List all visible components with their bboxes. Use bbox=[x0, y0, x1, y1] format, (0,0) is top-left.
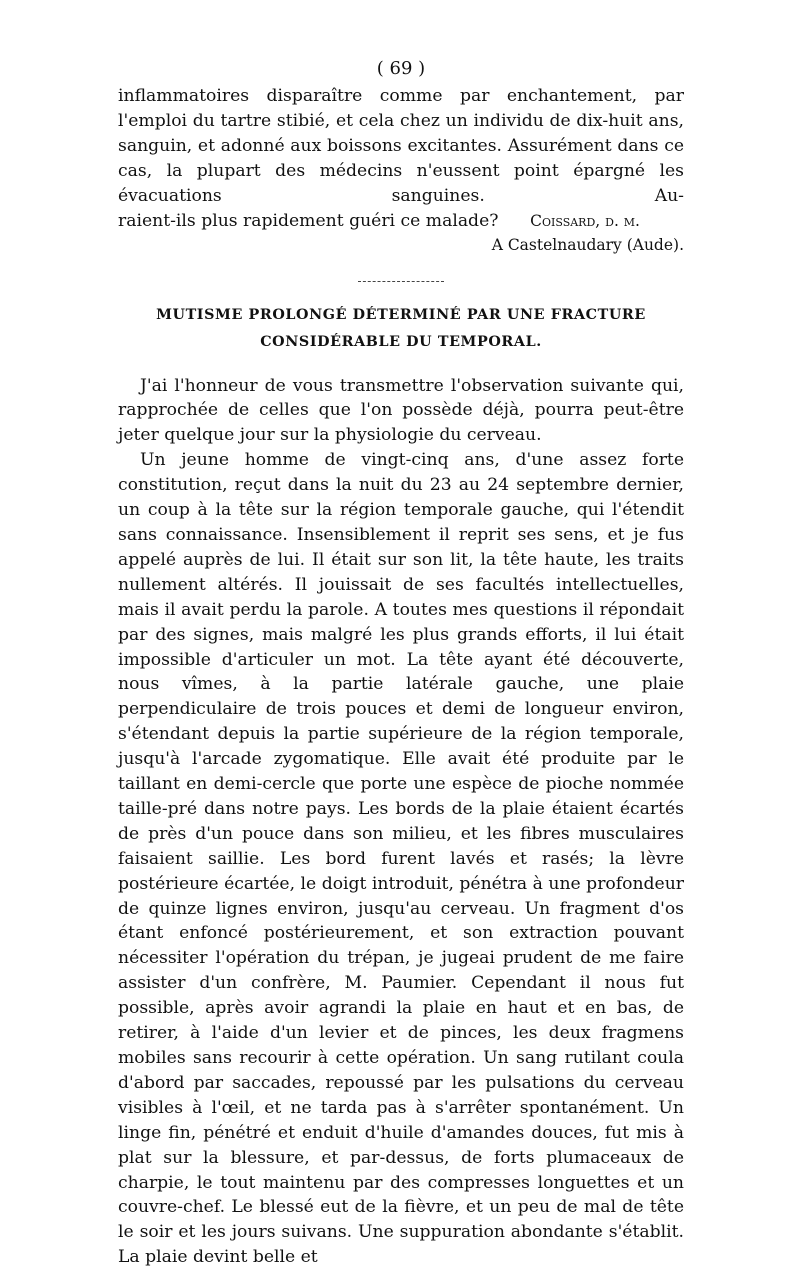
section-title: MUTISME PROLONGÉ DÉTERMINÉ PAR UNE FRACTURE CONSIDÉRABLE DU TEMPORAL. bbox=[156, 306, 646, 350]
body-paragraph-1: J'ai l'honneur de vous transmettre l'observation suivante qui, rapprochée de celles que l'on possède déjà, pourra peut-être jeter quelque jour sur la physiologie du cerveau. bbox=[118, 375, 684, 446]
author-signature: Coissard, d. m. bbox=[530, 211, 640, 230]
body-paragraph-2: Un jeune homme de vingt-cinq ans, d'une assez forte constitution, reçut dans la nuit du 23 au 24 septembre dernier, un coup à la tête sur la région temporale gauche, qui l'étendit sans connaissance. Insensiblement il reprit ses sens, et je fus appelé auprès de lui. Il était sur son lit, la tête haute, les traits nullement altérés. Il jouissait de ses facultés intellectuelles, mais il avait perdu la parole. A toutes mes questions il répondait par des signes, mais malgré les plus grands efforts, il lui était impossible d'articuler un mot. La tête ayant été découverte, nous vîmes, à la partie latérale gauche, une plaie perpendiculaire de trois pouces et demi de longueur environ, s'étendant depuis la partie supérieure de la région temporale, jusqu'à l'arcade zygomatique. Elle avait été produite par le taillant en demi-cercle que porte une espèce de pioche nommée taille-pré dans notre pays. Les bords de la plaie étaient écartés de près d'un pouce dans son milieu, et les fibres musculaires faisaient saillie. Les bord furent lavés et rasés; la lèvre postérieure écartée, le doigt introduit, pénétra à une profondeur de quinze lignes environ, jusqu'au cerveau. Un fragment d'os étant enfoncé postérieurement, et son extraction pouvant nécessiter l'opération du trépan, je jugeai prudent de me faire assister d'un confrère, M. Paumier. Cependant il nous fut possible, après avoir agrandi la plaie en haut et en bas, de retirer, à l'aide d'un levier et de pinces, les deux fragmens mobiles sans recourir à cette opération. Un sang rutilant coula d'abord par saccades, repoussé par les pulsations du cerveau visibles à l'œil, et ne tarda pas à s'arrêter spontanément. Un linge fin, pénétré et enduit d'huile d'amandes douces, fut mis à plat sur la blessure, et par-dessus, de forts plumaceaux de charpie, le tout maintenu par des compresses longuettes et un couvre-chef. Le blessé eut de la fièvre, et un peu de mal de tête le soir et les jours suivans. Une suppuration abondante s'établit. La plaie devint belle et bbox=[118, 450, 684, 1268]
document-page bbox=[118, 56, 684, 1270]
section-divider bbox=[358, 281, 444, 282]
page-number: ( 69 ) bbox=[376, 58, 426, 79]
author-location: A Castelnaudary (Aude). bbox=[491, 235, 684, 254]
signature-line bbox=[118, 209, 684, 233]
intro-paragraph: inflammatoires disparaître comme par enchantement, par l'emploi du tartre stibié, et cela chez un individu de dix-huit ans, sanguin, et adonné aux boissons excitantes. Assurément dans ce cas, la plupart des médecins n'eussent point épargné les évacuations sanguines. Au- bbox=[118, 86, 684, 206]
intro-last-line: raient-ils plus rapidement guéri ce malade? bbox=[118, 210, 499, 231]
